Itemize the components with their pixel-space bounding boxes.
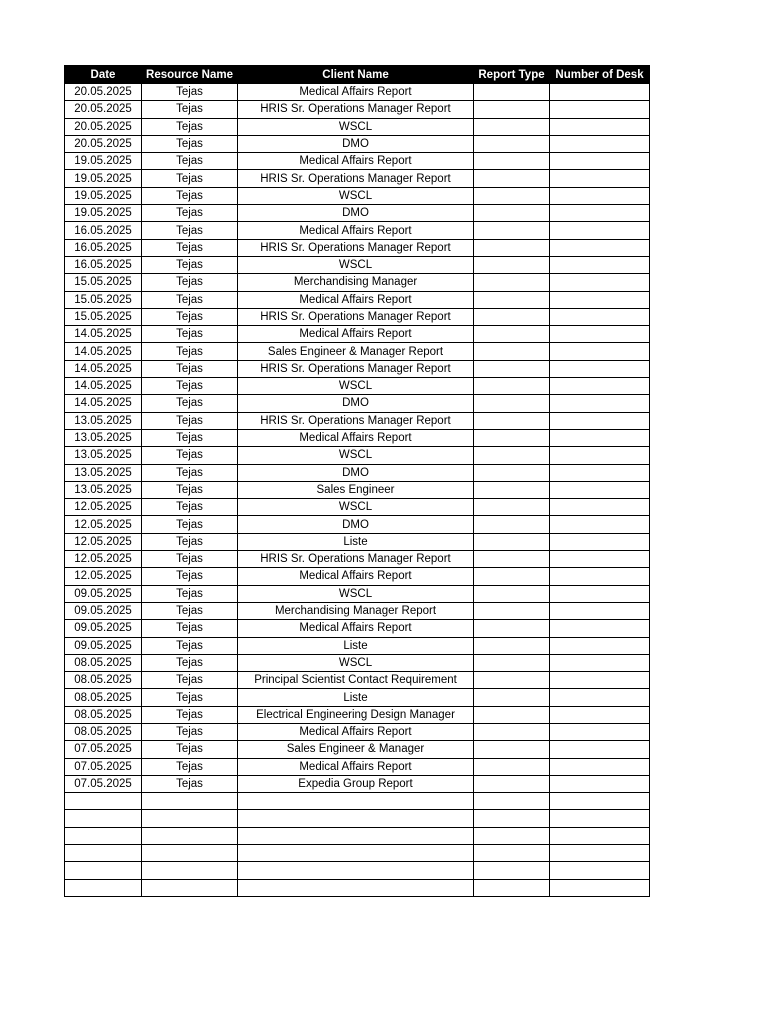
date-cell[interactable]: 08.05.2025 [65, 723, 142, 740]
date-cell[interactable]: 09.05.2025 [65, 585, 142, 602]
client-name-cell[interactable]: Liste [238, 533, 474, 550]
number-of-desk-cell[interactable] [550, 118, 650, 135]
client-name-cell[interactable]: HRIS Sr. Operations Manager Report [238, 101, 474, 118]
client-name-cell[interactable]: DMO [238, 205, 474, 222]
resource-name-cell[interactable] [142, 845, 238, 862]
client-name-cell[interactable]: Merchandising Manager Report [238, 602, 474, 619]
report-type-cell[interactable] [474, 481, 550, 498]
table-row [65, 568, 650, 585]
client-name-cell[interactable]: WSCL [238, 447, 474, 464]
number-of-desk-cell[interactable] [550, 412, 650, 429]
report-type-cell[interactable] [474, 758, 550, 775]
resource-name-cell[interactable]: Tejas [142, 118, 238, 135]
number-of-desk-cell[interactable] [550, 378, 650, 395]
resource-name-cell[interactable]: Tejas [142, 741, 238, 758]
date-cell[interactable] [65, 862, 142, 879]
table-row [65, 723, 650, 740]
report-type-cell[interactable] [474, 118, 550, 135]
client-name-cell[interactable]: Expedia Group Report [238, 775, 474, 792]
client-name-cell[interactable]: DMO [238, 395, 474, 412]
number-of-desk-cell[interactable] [550, 551, 650, 568]
number-of-desk-cell[interactable] [550, 620, 650, 637]
report-type-cell[interactable] [474, 447, 550, 464]
client-name-cell[interactable]: WSCL [238, 378, 474, 395]
report-type-cell[interactable] [474, 654, 550, 671]
table-row [65, 447, 650, 464]
date-cell[interactable]: 14.05.2025 [65, 343, 142, 360]
report-type-cell[interactable] [474, 775, 550, 792]
table-row [65, 395, 650, 412]
number-of-desk-cell[interactable] [550, 758, 650, 775]
resource-name-cell[interactable]: Tejas [142, 637, 238, 654]
client-name-cell[interactable] [238, 862, 474, 879]
number-of-desk-cell[interactable] [550, 256, 650, 273]
report-type-cell[interactable] [474, 187, 550, 204]
number-of-desk-cell[interactable] [550, 187, 650, 204]
client-name-cell[interactable]: Merchandising Manager [238, 274, 474, 291]
number-of-desk-cell[interactable] [550, 239, 650, 256]
number-of-desk-cell[interactable] [550, 308, 650, 325]
resource-name-cell[interactable]: Tejas [142, 395, 238, 412]
report-type-cell[interactable] [474, 378, 550, 395]
date-cell[interactable]: 14.05.2025 [65, 326, 142, 343]
table-row [65, 205, 650, 222]
resource-name-cell[interactable]: Tejas [142, 256, 238, 273]
report-type-cell[interactable] [474, 533, 550, 550]
number-of-desk-cell[interactable] [550, 343, 650, 360]
report-type-cell[interactable] [474, 862, 550, 879]
date-cell[interactable]: 16.05.2025 [65, 239, 142, 256]
header-client-name[interactable]: Client Name [238, 66, 474, 84]
report-type-cell[interactable] [474, 827, 550, 844]
client-name-cell[interactable]: Medical Affairs Report [238, 758, 474, 775]
report-type-cell[interactable] [474, 810, 550, 827]
report-type-cell[interactable] [474, 412, 550, 429]
number-of-desk-cell[interactable] [550, 274, 650, 291]
client-name-cell[interactable]: Medical Affairs Report [238, 326, 474, 343]
resource-name-cell[interactable]: Tejas [142, 378, 238, 395]
table-row [65, 291, 650, 308]
table-row [65, 741, 650, 758]
report-type-cell[interactable] [474, 793, 550, 810]
number-of-desk-cell[interactable] [550, 637, 650, 654]
date-cell[interactable]: 13.05.2025 [65, 412, 142, 429]
date-cell[interactable]: 12.05.2025 [65, 499, 142, 516]
date-cell[interactable] [65, 793, 142, 810]
number-of-desk-cell[interactable] [550, 810, 650, 827]
client-name-cell[interactable]: WSCL [238, 499, 474, 516]
date-cell[interactable]: 09.05.2025 [65, 637, 142, 654]
date-cell[interactable]: 07.05.2025 [65, 741, 142, 758]
date-cell[interactable]: 12.05.2025 [65, 551, 142, 568]
date-cell[interactable]: 13.05.2025 [65, 447, 142, 464]
date-cell[interactable]: 14.05.2025 [65, 395, 142, 412]
date-cell[interactable]: 20.05.2025 [65, 118, 142, 135]
resource-name-cell[interactable]: Tejas [142, 291, 238, 308]
report-type-cell[interactable] [474, 585, 550, 602]
resource-name-cell[interactable]: Tejas [142, 464, 238, 481]
resource-name-cell[interactable]: Tejas [142, 689, 238, 706]
table-row [65, 153, 650, 170]
client-name-cell[interactable]: Liste [238, 689, 474, 706]
report-type-cell[interactable] [474, 274, 550, 291]
report-type-cell[interactable] [474, 326, 550, 343]
table-row [65, 516, 650, 533]
report-type-cell[interactable] [474, 135, 550, 152]
number-of-desk-cell[interactable] [550, 862, 650, 879]
resource-name-cell[interactable]: Tejas [142, 101, 238, 118]
number-of-desk-cell[interactable] [550, 689, 650, 706]
resource-name-cell[interactable]: Tejas [142, 343, 238, 360]
table-row [65, 810, 650, 827]
table-row [65, 879, 650, 896]
resource-name-cell[interactable] [142, 879, 238, 896]
number-of-desk-cell[interactable] [550, 101, 650, 118]
number-of-desk-cell[interactable] [550, 533, 650, 550]
table-row [65, 551, 650, 568]
report-type-cell[interactable] [474, 551, 550, 568]
client-name-cell[interactable]: Medical Affairs Report [238, 222, 474, 239]
report-type-cell[interactable] [474, 205, 550, 222]
resource-name-cell[interactable]: Tejas [142, 481, 238, 498]
report-type-cell[interactable] [474, 516, 550, 533]
table-body [65, 84, 650, 897]
table-row [65, 135, 650, 152]
number-of-desk-cell[interactable] [550, 827, 650, 844]
resource-name-cell[interactable] [142, 793, 238, 810]
table-row [65, 862, 650, 879]
client-name-cell[interactable]: HRIS Sr. Operations Manager Report [238, 412, 474, 429]
number-of-desk-cell[interactable] [550, 706, 650, 723]
date-cell[interactable]: 14.05.2025 [65, 360, 142, 377]
client-name-cell[interactable]: DMO [238, 516, 474, 533]
report-type-cell[interactable] [474, 291, 550, 308]
resource-name-cell[interactable]: Tejas [142, 153, 238, 170]
resource-name-cell[interactable]: Tejas [142, 654, 238, 671]
number-of-desk-cell[interactable] [550, 845, 650, 862]
number-of-desk-cell[interactable] [550, 499, 650, 516]
date-cell[interactable]: 09.05.2025 [65, 602, 142, 619]
report-type-cell[interactable] [474, 256, 550, 273]
client-name-cell[interactable]: DMO [238, 135, 474, 152]
number-of-desk-cell[interactable] [550, 672, 650, 689]
client-name-cell[interactable]: WSCL [238, 654, 474, 671]
resource-name-cell[interactable]: Tejas [142, 499, 238, 516]
client-name-cell[interactable]: WSCL [238, 118, 474, 135]
client-name-cell[interactable]: Principal Scientist Contact Requirement [238, 672, 474, 689]
client-name-cell[interactable] [238, 845, 474, 862]
report-type-cell[interactable] [474, 741, 550, 758]
table-row [65, 758, 650, 775]
date-cell[interactable]: 16.05.2025 [65, 256, 142, 273]
number-of-desk-cell[interactable] [550, 395, 650, 412]
date-cell[interactable]: 13.05.2025 [65, 481, 142, 498]
report-type-cell[interactable] [474, 723, 550, 740]
client-name-cell[interactable]: HRIS Sr. Operations Manager Report [238, 551, 474, 568]
table-row [65, 118, 650, 135]
report-type-cell[interactable] [474, 343, 550, 360]
number-of-desk-cell[interactable] [550, 516, 650, 533]
date-cell[interactable]: 12.05.2025 [65, 516, 142, 533]
client-name-cell[interactable]: WSCL [238, 256, 474, 273]
number-of-desk-cell[interactable] [550, 568, 650, 585]
client-name-cell[interactable] [238, 879, 474, 896]
number-of-desk-cell[interactable] [550, 135, 650, 152]
report-type-cell[interactable] [474, 84, 550, 101]
number-of-desk-cell[interactable] [550, 170, 650, 187]
table-row [65, 481, 650, 498]
date-cell[interactable]: 12.05.2025 [65, 533, 142, 550]
date-cell[interactable]: 20.05.2025 [65, 84, 142, 101]
client-name-cell[interactable]: Medical Affairs Report [238, 429, 474, 446]
number-of-desk-cell[interactable] [550, 464, 650, 481]
table-row [65, 706, 650, 723]
report-type-cell[interactable] [474, 602, 550, 619]
date-cell[interactable]: 08.05.2025 [65, 706, 142, 723]
report-type-cell[interactable] [474, 879, 550, 896]
report-type-cell[interactable] [474, 706, 550, 723]
resource-name-cell[interactable]: Tejas [142, 775, 238, 792]
number-of-desk-cell[interactable] [550, 84, 650, 101]
table-row [65, 585, 650, 602]
table-row [65, 274, 650, 291]
date-cell[interactable]: 14.05.2025 [65, 378, 142, 395]
table-row [65, 84, 650, 101]
number-of-desk-cell[interactable] [550, 654, 650, 671]
number-of-desk-cell[interactable] [550, 205, 650, 222]
date-cell[interactable]: 07.05.2025 [65, 775, 142, 792]
date-cell[interactable] [65, 845, 142, 862]
table-row [65, 689, 650, 706]
date-cell[interactable]: 08.05.2025 [65, 689, 142, 706]
date-cell[interactable]: 08.05.2025 [65, 654, 142, 671]
report-type-cell[interactable] [474, 222, 550, 239]
resource-name-cell[interactable] [142, 827, 238, 844]
date-cell[interactable]: 15.05.2025 [65, 291, 142, 308]
resource-name-cell[interactable]: Tejas [142, 135, 238, 152]
table-row [65, 239, 650, 256]
client-name-cell[interactable]: Medical Affairs Report [238, 84, 474, 101]
table-row [65, 170, 650, 187]
report-type-cell[interactable] [474, 153, 550, 170]
client-name-cell[interactable] [238, 810, 474, 827]
table-row [65, 187, 650, 204]
table-row [65, 343, 650, 360]
date-cell[interactable]: 19.05.2025 [65, 187, 142, 204]
client-name-cell[interactable]: DMO [238, 464, 474, 481]
report-type-cell[interactable] [474, 568, 550, 585]
number-of-desk-cell[interactable] [550, 429, 650, 446]
table-row [65, 464, 650, 481]
header-date[interactable]: Date [65, 66, 142, 84]
resource-name-cell[interactable]: Tejas [142, 170, 238, 187]
table-row [65, 654, 650, 671]
report-type-cell[interactable] [474, 464, 550, 481]
resource-name-cell[interactable]: Tejas [142, 429, 238, 446]
report-type-cell[interactable] [474, 170, 550, 187]
header-report-type[interactable]: Report Type [474, 66, 550, 84]
date-cell[interactable]: 20.05.2025 [65, 135, 142, 152]
resource-name-cell[interactable]: Tejas [142, 602, 238, 619]
resource-name-cell[interactable]: Tejas [142, 222, 238, 239]
client-name-cell[interactable] [238, 827, 474, 844]
date-cell[interactable]: 16.05.2025 [65, 222, 142, 239]
table-row [65, 256, 650, 273]
date-cell[interactable]: 13.05.2025 [65, 464, 142, 481]
table-row [65, 637, 650, 654]
client-name-cell[interactable]: Sales Engineer [238, 481, 474, 498]
report-type-cell[interactable] [474, 395, 550, 412]
resource-name-cell[interactable]: Tejas [142, 205, 238, 222]
table-row [65, 308, 650, 325]
number-of-desk-cell[interactable] [550, 602, 650, 619]
client-name-cell[interactable]: HRIS Sr. Operations Manager Report [238, 360, 474, 377]
client-name-cell[interactable]: Electrical Engineering Design Manager [238, 706, 474, 723]
table-row [65, 360, 650, 377]
report-type-cell[interactable] [474, 101, 550, 118]
header-resource-name[interactable]: Resource Name [142, 66, 238, 84]
report-type-cell[interactable] [474, 308, 550, 325]
resource-name-cell[interactable]: Tejas [142, 308, 238, 325]
date-cell[interactable] [65, 810, 142, 827]
client-name-cell[interactable]: Medical Affairs Report [238, 620, 474, 637]
resource-name-cell[interactable]: Tejas [142, 568, 238, 585]
table-row [65, 620, 650, 637]
table-row [65, 845, 650, 862]
date-cell[interactable]: 08.05.2025 [65, 672, 142, 689]
date-cell[interactable]: 12.05.2025 [65, 568, 142, 585]
client-name-cell[interactable] [238, 793, 474, 810]
date-cell[interactable]: 20.05.2025 [65, 101, 142, 118]
resource-name-cell[interactable]: Tejas [142, 706, 238, 723]
date-cell[interactable]: 07.05.2025 [65, 758, 142, 775]
number-of-desk-cell[interactable] [550, 222, 650, 239]
report-type-cell[interactable] [474, 499, 550, 516]
number-of-desk-cell[interactable] [550, 153, 650, 170]
resource-name-cell[interactable]: Tejas [142, 723, 238, 740]
client-name-cell[interactable]: WSCL [238, 585, 474, 602]
report-table [64, 65, 650, 897]
resource-name-cell[interactable]: Tejas [142, 533, 238, 550]
number-of-desk-cell[interactable] [550, 360, 650, 377]
number-of-desk-cell[interactable] [550, 775, 650, 792]
client-name-cell[interactable]: Medical Affairs Report [238, 723, 474, 740]
report-type-cell[interactable] [474, 429, 550, 446]
table-row [65, 775, 650, 792]
resource-name-cell[interactable]: Tejas [142, 412, 238, 429]
client-name-cell[interactable]: Medical Affairs Report [238, 153, 474, 170]
number-of-desk-cell[interactable] [550, 481, 650, 498]
table-row [65, 378, 650, 395]
report-type-cell[interactable] [474, 845, 550, 862]
number-of-desk-cell[interactable] [550, 723, 650, 740]
resource-name-cell[interactable]: Tejas [142, 620, 238, 637]
resource-name-cell[interactable]: Tejas [142, 360, 238, 377]
report-type-cell[interactable] [474, 689, 550, 706]
number-of-desk-cell[interactable] [550, 585, 650, 602]
resource-name-cell[interactable]: Tejas [142, 516, 238, 533]
resource-name-cell[interactable]: Tejas [142, 672, 238, 689]
table-row [65, 602, 650, 619]
resource-name-cell[interactable]: Tejas [142, 274, 238, 291]
table-row [65, 499, 650, 516]
report-type-cell[interactable] [474, 620, 550, 637]
client-name-cell[interactable]: HRIS Sr. Operations Manager Report [238, 170, 474, 187]
client-name-cell[interactable]: HRIS Sr. Operations Manager Report [238, 308, 474, 325]
client-name-cell[interactable]: Liste [238, 637, 474, 654]
table-row [65, 793, 650, 810]
table-row [65, 672, 650, 689]
resource-name-cell[interactable]: Tejas [142, 239, 238, 256]
number-of-desk-cell[interactable] [550, 447, 650, 464]
report-type-cell[interactable] [474, 672, 550, 689]
number-of-desk-cell[interactable] [550, 326, 650, 343]
report-type-cell[interactable] [474, 360, 550, 377]
date-cell[interactable] [65, 827, 142, 844]
header-row [65, 66, 650, 84]
resource-name-cell[interactable]: Tejas [142, 585, 238, 602]
resource-name-cell[interactable]: Tejas [142, 84, 238, 101]
header-number-of-desk[interactable]: Number of Desk [550, 66, 650, 84]
number-of-desk-cell[interactable] [550, 291, 650, 308]
report-type-cell[interactable] [474, 239, 550, 256]
resource-name-cell[interactable]: Tejas [142, 758, 238, 775]
client-name-cell[interactable]: Medical Affairs Report [238, 568, 474, 585]
client-name-cell[interactable]: HRIS Sr. Operations Manager Report [238, 239, 474, 256]
report-type-cell[interactable] [474, 637, 550, 654]
date-cell[interactable]: 15.05.2025 [65, 274, 142, 291]
resource-name-cell[interactable]: Tejas [142, 187, 238, 204]
table-row [65, 412, 650, 429]
number-of-desk-cell[interactable] [550, 741, 650, 758]
date-cell[interactable]: 19.05.2025 [65, 205, 142, 222]
resource-name-cell[interactable]: Tejas [142, 447, 238, 464]
table-row [65, 101, 650, 118]
resource-name-cell[interactable]: Tejas [142, 326, 238, 343]
table-row [65, 429, 650, 446]
date-cell[interactable]: 15.05.2025 [65, 308, 142, 325]
client-name-cell[interactable]: Sales Engineer & Manager Report [238, 343, 474, 360]
date-cell[interactable]: 09.05.2025 [65, 620, 142, 637]
date-cell[interactable]: 13.05.2025 [65, 429, 142, 446]
date-cell[interactable] [65, 879, 142, 896]
date-cell[interactable]: 19.05.2025 [65, 153, 142, 170]
resource-name-cell[interactable] [142, 862, 238, 879]
date-cell[interactable]: 19.05.2025 [65, 170, 142, 187]
table-row [65, 222, 650, 239]
number-of-desk-cell[interactable] [550, 793, 650, 810]
client-name-cell[interactable]: Sales Engineer & Manager [238, 741, 474, 758]
number-of-desk-cell[interactable] [550, 879, 650, 896]
table-row [65, 827, 650, 844]
resource-name-cell[interactable]: Tejas [142, 551, 238, 568]
client-name-cell[interactable]: Medical Affairs Report [238, 291, 474, 308]
table-row [65, 326, 650, 343]
client-name-cell[interactable]: WSCL [238, 187, 474, 204]
resource-name-cell[interactable] [142, 810, 238, 827]
table-row [65, 533, 650, 550]
